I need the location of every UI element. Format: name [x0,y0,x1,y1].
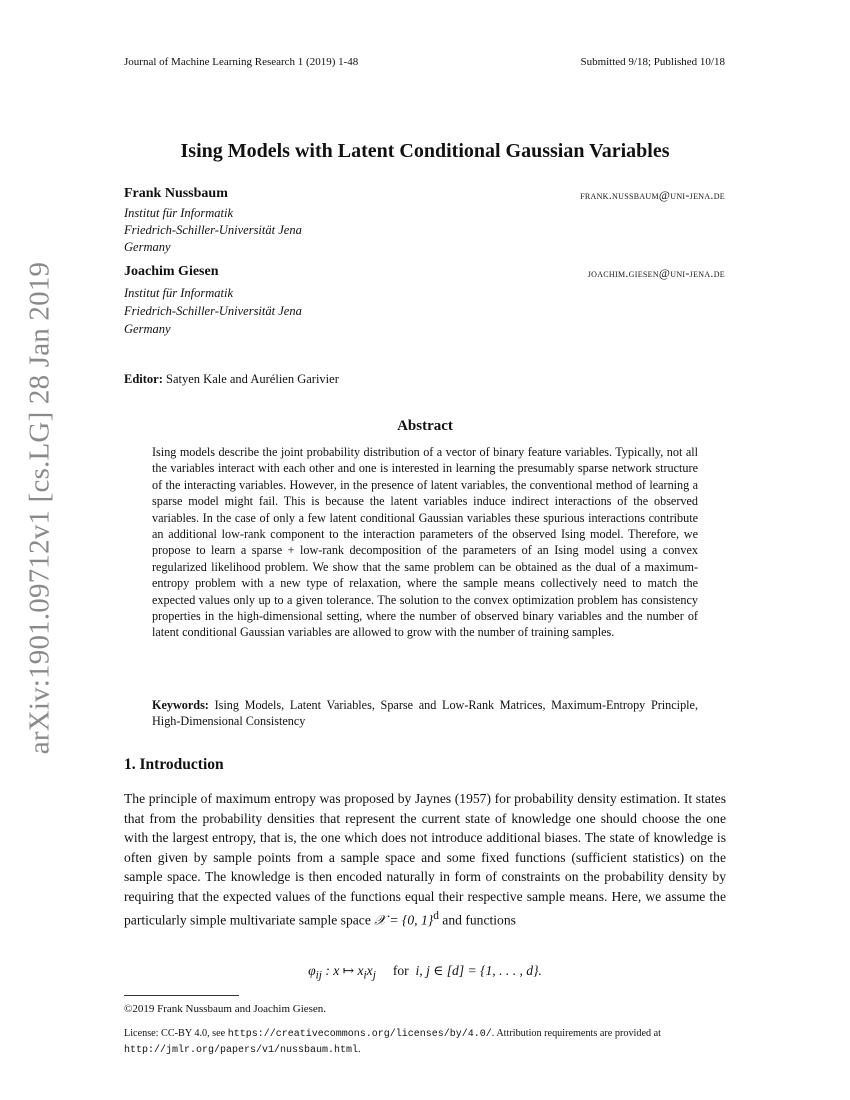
arxiv-sidebar-stamp [0,0,80,1100]
author-affiliation-university: Friedrich-Schiller-Universität Jena [124,304,302,318]
license-mid: . Attribution requirements are provided at [491,1028,661,1039]
section-heading: 1. Introduction [124,756,224,773]
license-notice [124,1026,726,1058]
eq-sub-ij: ij [315,969,322,982]
eq-index-set: i, j ∈ [d] = {1, . . . , d}. [415,963,542,978]
equation [124,963,726,982]
author-affiliation-institute: Institut für Informatik [124,286,234,300]
license-prefix: License: CC-BY 4.0, see [124,1028,226,1039]
editor-names: Satyen Kale and Aurélien Garivier [166,372,339,386]
journal-header: Journal of Machine Learning Research 1 (2019) 1-48 [124,56,359,68]
keywords-line [152,697,698,730]
author-affiliation-country: Germany [124,322,171,336]
author-name: Joachim Giesen [124,264,219,279]
paper-title: Ising Models with Latent Conditional Gaussian Variables [180,140,670,162]
eq-sub-j: j [372,969,376,982]
keywords-label: Keywords: [152,698,209,712]
abstract-body: Ising models describe the joint probability distribution of a vector of binary feature variables. Typically, not all the variables interact with each other and one is interested in learning the presumably sparse network structure of the interacting variables. However, in the presence of latent variables, the conventional method of learning a sparse model might fail. This is because the latent variables induce indirect interactions of the observed variables. In the case of only a few latent conditional Gaussian variables these spurious interactions contribute an additional low-rank component to the interaction parameters of the observed Ising model. Therefore, we propose to learn a sparse + low-rank decomposition of the parameters of an Ising model using a convex regularized likelihood problem. We show that the same problem can be obtained as the dual of a maximum-entropy problem with a new type of relaxation, where the sample means collectively need to match the expected values only up to a given tolerance. The solution to the convex optimization problem has consistency properties in the high-dimensional setting, where the number of observed binary variables and the number of latent conditional Gaussian variables are allowed to grow with the number of training samples. [152,445,698,640]
author-affiliation-university: Friedrich-Schiller-Universität Jena [124,223,302,237]
author-email[interactable]: frank.nussbaum@uni-jena.de [580,188,725,202]
author-affiliation-institute: Institut für Informatik [124,206,234,220]
editor-line [124,372,339,387]
section-body-tail: and functions [442,912,516,928]
license-link[interactable]: https://creativecommons.org/licenses/by/4.0/ [227,1029,492,1040]
eq-for: for [392,963,409,978]
author-email[interactable]: joachim.giesen@uni-jena.de [587,266,725,280]
abstract-heading: Abstract [397,418,453,434]
section-body [124,789,726,930]
eq-sub-i: i [363,969,367,982]
arxiv-id-label: arXiv:1901.09712v1 [cs.LG] 28 Jan 2019 [23,261,56,755]
math-exponent: d [433,909,439,922]
eq-x: x [366,963,373,978]
author-name: Frank Nussbaum [124,186,228,201]
eq-map: : x ↦ x [325,963,364,978]
math-sample-space: 𝒳 = {0, 1} [374,912,434,928]
license-end: . [358,1044,361,1055]
section-body-text: The principle of maximum entropy was proposed by Jaynes (1957) for probability density estimation. It states that from the probability densities that represent the current state of knowledge one should choose the one with the largest entropy, that is, the one which does not introduce additional biases. The state of knowledge is often given by sample points from a sample space and some fixed functions (sufficient statistics) on the sample space. The knowledge is then encoded naturally in form of constraints on the probability density by requiring that the expected values of the functions equal their respective sample means. Here, we assume the particularly simple multivariate sample space [124,791,726,928]
eq-phi: φ [308,963,316,978]
attribution-link[interactable]: http://jmlr.org/papers/v1/nussbaum.html [124,1045,359,1056]
author-affiliation-country: Germany [124,240,171,254]
footnote-rule [124,995,239,996]
editor-label: Editor: [124,372,163,386]
keywords-text: Ising Models, Latent Variables, Sparse and Low-Rank Matrices, Maximum-Entropy Principle, High-Dimensional Consistency [152,698,698,729]
submission-dates: Submitted 9/18; Published 10/18 [580,56,725,68]
copyright-notice: ©2019 Frank Nussbaum and Joachim Giesen. [124,1003,327,1015]
